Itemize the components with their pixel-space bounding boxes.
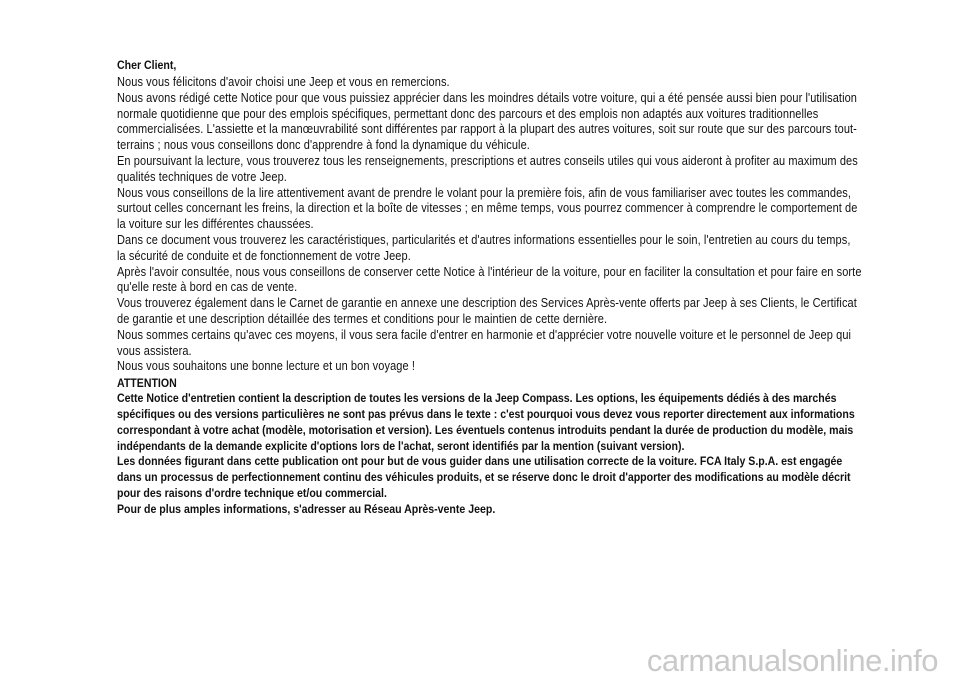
watermark: carmanualsonline.info — [646, 643, 938, 678]
intro-paragraph-1: Nous vous félicitons d'avoir choisi une Jeep et vous en remercions. — [117, 74, 450, 89]
intro-paragraph-5: Dans ce document vous trouverez les caractéristiques, particularités et d'autres informations essentielles pour le soin, l'entretien au cours du temps, la sécurité de conduite et de fonctionnement de votre Jeep. — [117, 231, 851, 263]
intro-paragraph-6: Après l'avoir consultée, nous vous conseillons de conserver cette Notice à l'intérieur de la voiture, pour en faciliter la consultation et pour faire en sorte qu'elle reste à bord en cas de vente. — [117, 263, 862, 295]
attention-heading: ATTENTION — [117, 376, 177, 391]
intro-paragraph-2: Nous avons rédigé cette Notice pour que vous puissiez apprécier dans les moindres détails votre voiture, qui a été pensée aussi bien pour l'utilisation normale quotidienne que pour des emplois spécifiques, permettant donc des parcours et des emplois non adaptés aux voitures traditionnelles commercialisées. L'assiette et la manœuvrabilité sont différentes par rapport à la plupart des autres voitures, soit sur route que sur des parcours tout-terrains ; nous vous conseillons donc d'apprendre à fond la dynamique du véhicule. — [117, 89, 858, 153]
intro-paragraph-4: Nous vous conseillons de la lire attentivement avant de prendre le volant pour la première fois, afin de vous familiariser avec toutes les commandes, surtout celles concernant les freins, la direction et la boîte de vitesses ; en même temps, vous pourrez commencer à comprendre le comportement de la voiture sur les différentes chaussées. — [117, 184, 858, 232]
attention-paragraph-2: Les données figurant dans cette publication ont pour but de vous guider dans une utilisation correcte de la voiture. FCA Italy S.p.A. est engagée dans un processus de perfectionnement continu des véhicules produits, et se réserve donc le droit d'apporter des modifications au modèle décrit pour des raisons d'ordre technique et/ou commercial. — [117, 454, 851, 500]
intro-paragraph-8: Nous sommes certains qu'avec ces moyens, il vous sera facile d'entrer en harmonie et d'apprécier votre nouvelle voiture et le personnel de Jeep qui vous assistera. — [117, 326, 852, 358]
attention-paragraph-3: Pour de plus amples informations, s'adresser au Réseau Après-vente Jeep. — [117, 501, 496, 516]
greeting: Cher Client, — [117, 58, 177, 72]
document-page — [117, 57, 862, 518]
intro-paragraph-3: En poursuivant la lecture, vous trouverez tous les renseignements, prescriptions et autres conseils utiles qui vous aideront à profiter au maximum des qualités techniques de votre Jeep. — [117, 152, 858, 184]
intro-paragraph-7: Vous trouverez également dans le Carnet de garantie en annexe une description des Services Après-vente offerts par Jeep à ses Clients, le Certificat de garantie et une description détaillée des termes et conditions pour le maintien de cette dernière. — [117, 295, 857, 326]
attention-paragraph-1: Cette Notice d'entretien contient la description de toutes les versions de la Jeep Compass. Les options, les équipements dédiés à des marchés spécifiques ou des versions particulières ne sont pas prévus dans le texte : c'est pourquoi vous devez vous reporter directement aux informations correspondant à votre achat (modèle, motorisation et version). Les éventuels contenus introduits pendant la durée de production du modèle, mais indépendants de la demande explicite d'options lors de l'achat, seront identifiés par la mention (suivant version). — [117, 391, 855, 453]
intro-paragraph-9: Nous vous souhaitons une bonne lecture et un bon voyage ! — [117, 358, 415, 374]
